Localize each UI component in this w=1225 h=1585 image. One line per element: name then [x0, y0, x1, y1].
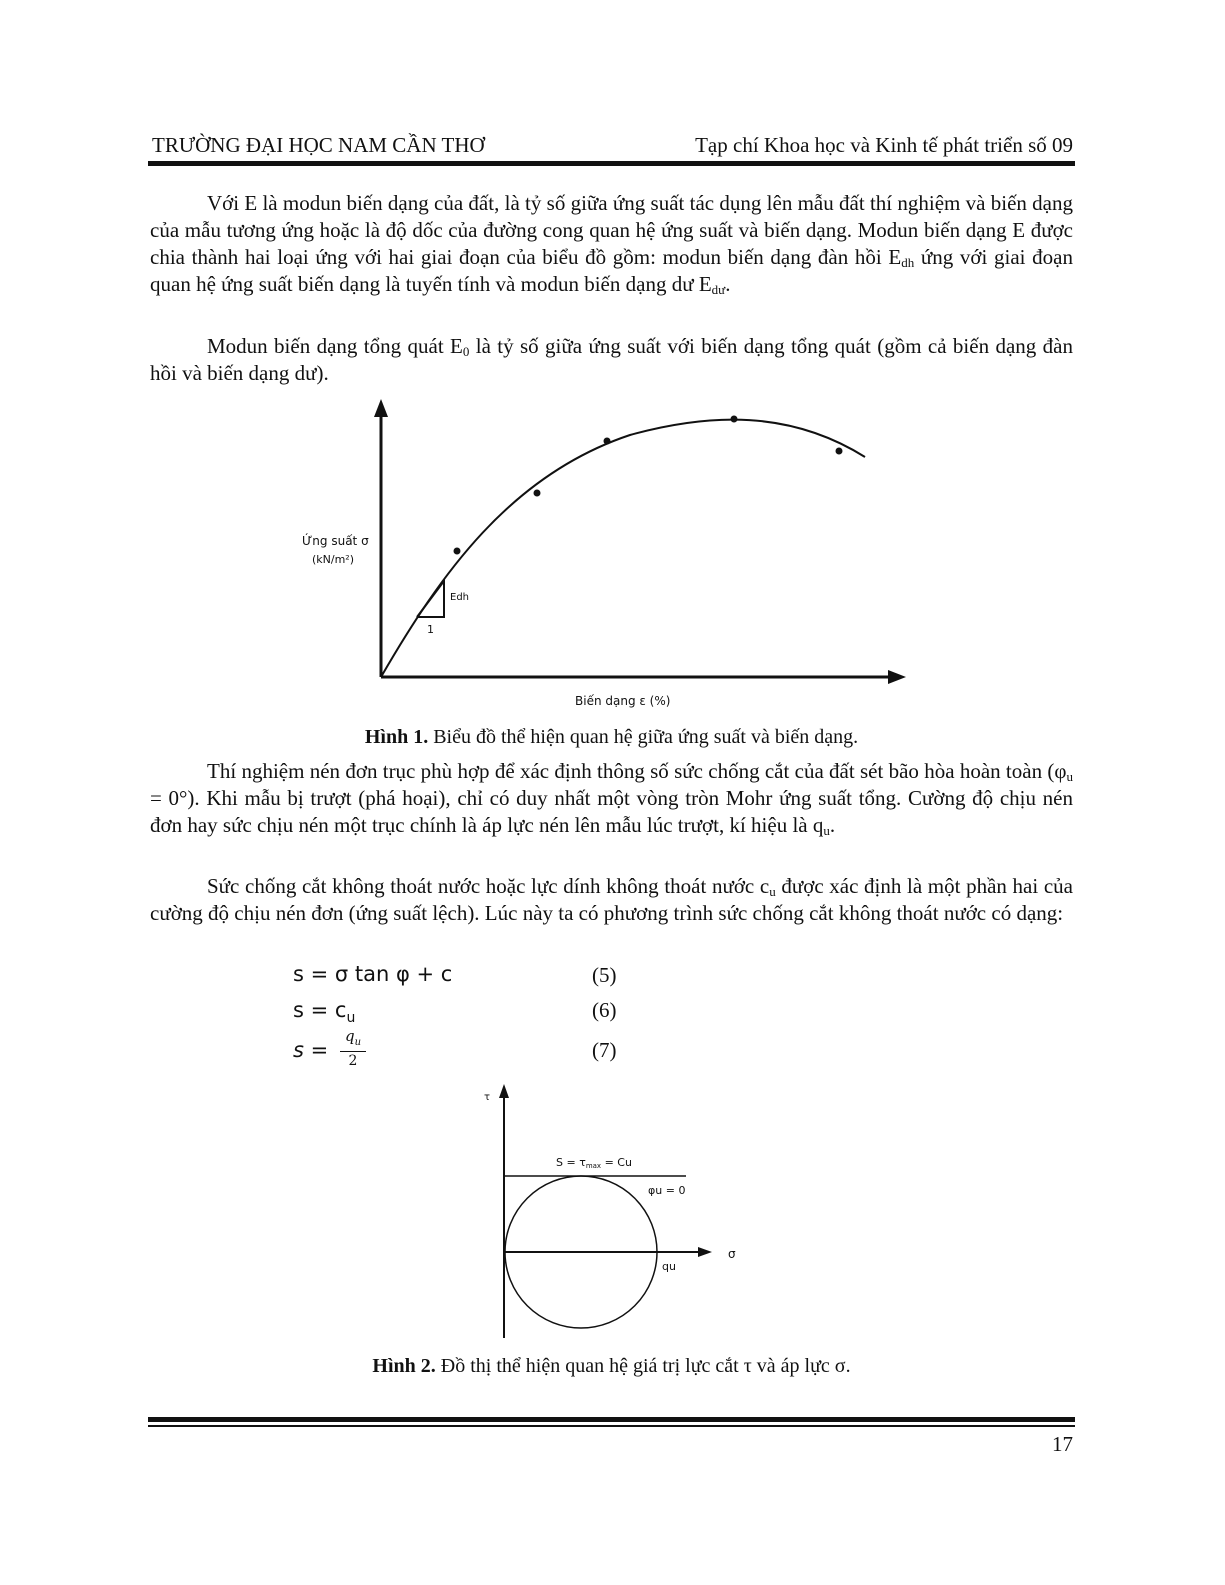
tau-axis-arrow	[499, 1084, 509, 1098]
data-point	[534, 490, 541, 497]
page-number: 17	[1052, 1432, 1073, 1456]
equation-7-fraction	[340, 1028, 366, 1070]
edh-slope-triangle	[417, 581, 444, 617]
equation-5: s = σ tan φ + c	[293, 962, 453, 986]
envelope-label: S = τmax = Cu	[556, 1156, 632, 1170]
data-point	[454, 548, 461, 555]
sigma-axis-label: σ	[728, 1247, 736, 1261]
equation-6-number: (6)	[592, 998, 617, 1022]
sigma-axis-arrow	[698, 1247, 712, 1257]
equation-6: $s = c_u$	[293, 998, 356, 1027]
y-axis-label-line2: (kN/m²)	[312, 553, 355, 566]
footer-rule-thick	[148, 1417, 1075, 1422]
edh-label: Edh	[450, 592, 470, 603]
paragraph-2: Modun biến dạng tổng quát $E_0$ là tỷ số giữa ứng suất với biến dạng tổng quát (gồm cả biến dạng đàn hồi và biến dạng dư).	[150, 334, 1073, 385]
header-rule	[148, 161, 1075, 166]
fraction-denominator: 2	[348, 1053, 358, 1069]
paragraph-3: Thí nghiệm nén đơn trục phù hợp để xác định thông số sức chống cắt của đất sét bão hòa hoàn toàn $(\varphi_u = 0^\circ)$. Khi mẫu bị trượt (phá hoại), chỉ có duy nhất một vòng tròn Mohr ứng suất tổng. Cường độ chịu nén đơn hay sức chịu nén một trục chính là áp lực nén lên mẫu lúc trượt, kí hiệu là $q_u$.	[150, 759, 1073, 838]
y-axis-label-line1: Ứng suất σ	[302, 534, 369, 548]
tau-axis-label: τ	[484, 1092, 491, 1103]
qu-label: qu	[662, 1260, 676, 1273]
phi-label: φu = 0	[648, 1184, 686, 1197]
y-axis-arrow	[374, 399, 388, 417]
data-point	[731, 416, 738, 423]
header-left: TRƯỜNG ĐẠI HỌC NAM CẦN THƠ	[152, 133, 485, 157]
equation-7-number: (7)	[592, 1038, 617, 1062]
header-right: Tạp chí Khoa học và Kinh tế phát triển số 09	[695, 133, 1073, 157]
paragraph-1: Với E là modun biến dạng của đất, là tỷ số giữa ứng suất tác dụng lên mẫu đất thí nghiệm và biến dạng của mẫu tương ứng hoặc là độ dốc của đường cong quan hệ ứng suất và biến dạng. Modun biến dạng E được chia thành hai loại ứng với hai giai đoạn của biểu đồ gồm: modun biến dạng đàn hồi $E_{dh}$ ứng với giai đoạn quan hệ ứng suất biến dạng là tuyến tính và modun biến dạng dư $E_{dư}$.	[150, 191, 1073, 297]
paragraph-4: Sức chống cắt không thoát nước hoặc lực dính không thoát nước $c_u$ được xác định là một phần hai của cường độ chịu nén đơn (ứng suất lệch). Lúc này ta có phương trình sức chống cắt không thoát nước có dạng:	[150, 874, 1073, 925]
stress-strain-curve	[381, 420, 865, 677]
x-axis-label: Biến dạng ε (%)	[575, 694, 671, 708]
figure-1-stress-strain-diagram	[290, 395, 930, 720]
data-point	[604, 438, 611, 445]
equation-7: s =	[293, 1038, 329, 1062]
figure-2-caption: Hình 2. Đồ thị thể hiện quan hệ giá trị lực cắt τ và áp lực σ.	[372, 1355, 851, 1377]
slope-one-label: 1	[427, 623, 434, 636]
x-axis-arrow	[888, 670, 906, 684]
figure-2-mohr-circle-diagram	[470, 1080, 770, 1345]
equation-5-number: (5)	[592, 963, 617, 987]
data-point	[836, 448, 843, 455]
fraction-numerator: $q_u$	[340, 1028, 366, 1052]
footer-rule-thin	[148, 1425, 1075, 1427]
figure-1-caption: Hình 1. Biểu đồ thể hiện quan hệ giữa ứng suất và biến dạng.	[364, 726, 859, 748]
